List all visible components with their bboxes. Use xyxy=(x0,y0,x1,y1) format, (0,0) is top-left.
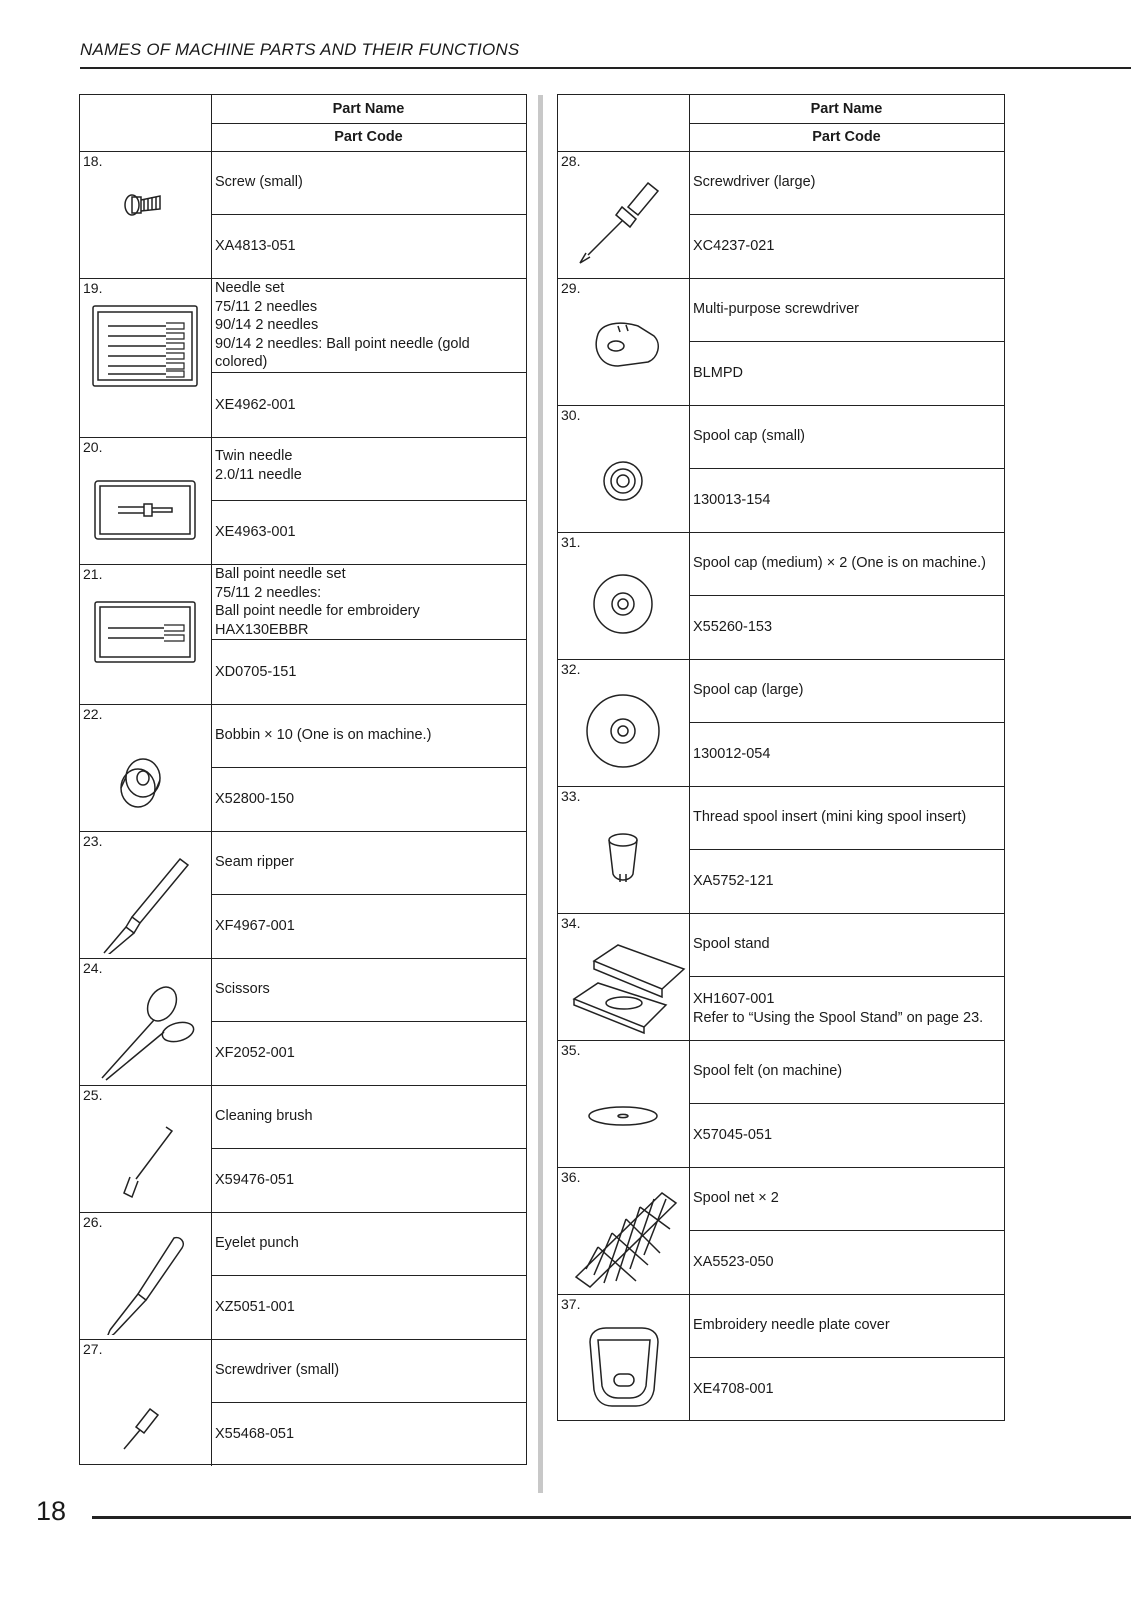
part-name: Twin needle 2.0/11 needle xyxy=(211,437,526,501)
part-code: BLMPD xyxy=(693,365,743,382)
item-number: 29. xyxy=(561,280,581,296)
item-number: 25. xyxy=(83,1087,103,1103)
part-name: Embroidery needle plate cover xyxy=(689,1294,1004,1358)
table-row xyxy=(80,1212,526,1340)
item-number: 23. xyxy=(83,833,103,849)
part-name: Spool stand xyxy=(689,913,1004,977)
item-number: 24. xyxy=(83,960,103,976)
item-number: 30. xyxy=(561,407,581,423)
item-number: 28. xyxy=(561,153,581,169)
item-number: 34. xyxy=(561,915,581,931)
part-name-header: Part Name xyxy=(689,95,1004,124)
table-row xyxy=(558,532,1004,660)
spool-stand-icon xyxy=(558,931,689,1036)
part-name: Spool felt (on machine) xyxy=(689,1040,1004,1104)
part-name: Eyelet punch xyxy=(211,1212,526,1276)
part-code: X57045-051 xyxy=(693,1127,773,1144)
item-number: 20. xyxy=(83,439,103,455)
part-code: XE4962-001 xyxy=(215,396,296,413)
embroidery-needle-plate-cover-icon xyxy=(558,1312,689,1417)
part-name: Seam ripper xyxy=(211,831,526,895)
bobbin-icon xyxy=(80,722,211,827)
part-code: 130013-154 xyxy=(693,492,771,509)
item-number: 35. xyxy=(561,1042,581,1058)
spool-net-icon xyxy=(558,1185,689,1290)
spool-cap-large-icon xyxy=(558,677,689,782)
part-name: Multi-purpose screwdriver xyxy=(689,278,1004,342)
part-name: Ball point needle set 75/11 2 needles: Ball point needle for embroidery HAX130EBBR xyxy=(211,564,526,640)
part-name: Bobbin × 10 (One is on machine.) xyxy=(211,704,526,768)
part-code: X59476-051 xyxy=(215,1172,295,1189)
cleaning-brush-icon xyxy=(80,1103,211,1208)
header-rule xyxy=(80,67,1131,69)
table-row xyxy=(558,1167,1004,1295)
multi-purpose-screwdriver-icon xyxy=(558,296,689,401)
part-code-header: Part Code xyxy=(812,129,881,145)
column-divider xyxy=(538,95,543,1493)
item-number: 22. xyxy=(83,706,103,722)
table-row xyxy=(558,913,1004,1041)
part-code: XD0705-151 xyxy=(215,663,297,680)
table-header xyxy=(558,95,1004,152)
part-code: XH1607-001 Refer to “Using the Spool Stand” on page 23. xyxy=(693,991,984,1026)
table-row xyxy=(80,437,526,565)
item-number: 33. xyxy=(561,788,581,804)
item-number: 21. xyxy=(83,566,103,582)
part-name: Spool cap (small) xyxy=(689,405,1004,469)
item-number: 18. xyxy=(83,153,103,169)
part-code: XA5523-050 xyxy=(693,1254,774,1271)
parts-table-left xyxy=(79,94,527,1465)
part-code-header: Part Code xyxy=(334,129,403,145)
part-code: XA4813-051 xyxy=(215,238,296,255)
part-code: X55468-051 xyxy=(215,1426,295,1443)
item-number: 32. xyxy=(561,661,581,677)
table-row xyxy=(80,958,526,1086)
part-code: XF2052-001 xyxy=(215,1045,295,1062)
table-header xyxy=(80,95,526,152)
table-row xyxy=(558,1294,1004,1421)
table-row xyxy=(80,831,526,959)
item-number: 31. xyxy=(561,534,581,550)
spool-felt-icon xyxy=(558,1058,689,1163)
part-code: X55260-153 xyxy=(693,619,773,636)
page-header-title: NAMES OF MACHINE PARTS AND THEIR FUNCTIONS xyxy=(80,40,520,59)
part-code: XZ5051-001 xyxy=(215,1299,295,1316)
table-row xyxy=(558,278,1004,406)
eyelet-punch-icon xyxy=(80,1230,211,1335)
footer-rule xyxy=(92,1516,1131,1519)
spool-cap-medium-icon xyxy=(558,550,689,655)
part-name: Spool cap (large) xyxy=(689,659,1004,723)
item-number: 19. xyxy=(83,280,103,296)
part-name-header: Part Name xyxy=(211,95,526,124)
seam-ripper-icon xyxy=(80,849,211,954)
part-name: Needle set 75/11 2 needles 90/14 2 needles 90/14 2 needles: Ball point needle (gold colored) xyxy=(211,278,526,373)
table-row xyxy=(80,1085,526,1213)
part-code: XF4967-001 xyxy=(215,918,295,935)
part-code: XC4237-021 xyxy=(693,238,775,255)
part-code: XA5752-121 xyxy=(693,873,774,890)
table-row xyxy=(80,278,526,438)
part-name: Spool net × 2 xyxy=(689,1167,1004,1231)
scissors-icon xyxy=(80,976,211,1081)
table-row xyxy=(80,1339,526,1466)
table-row xyxy=(80,151,526,279)
part-name: Screwdriver (large) xyxy=(689,151,1004,215)
part-code: X52800-150 xyxy=(215,791,295,808)
item-number: 26. xyxy=(83,1214,103,1230)
item-number: 36. xyxy=(561,1169,581,1185)
part-name: Spool cap (medium) × 2 (One is on machine.) xyxy=(689,532,1004,596)
spool-cap-small-icon xyxy=(558,423,689,528)
table-row xyxy=(558,151,1004,279)
ball-point-needle-set-icon xyxy=(80,582,211,700)
part-name: Thread spool insert (mini king spool insert) xyxy=(689,786,1004,850)
table-row xyxy=(80,564,526,705)
table-row xyxy=(558,405,1004,533)
part-name: Screw (small) xyxy=(211,151,526,215)
screw-small-icon xyxy=(80,169,211,274)
table-row xyxy=(558,1040,1004,1168)
item-number: 37. xyxy=(561,1296,581,1312)
part-code: XE4708-001 xyxy=(693,1381,774,1398)
table-row xyxy=(80,704,526,832)
parts-table-right xyxy=(557,94,1005,1421)
part-name: Cleaning brush xyxy=(211,1085,526,1149)
table-row xyxy=(558,659,1004,787)
screwdriver-small-icon xyxy=(80,1357,211,1462)
part-code: XE4963-001 xyxy=(215,524,296,541)
table-row xyxy=(558,786,1004,914)
screwdriver-large-icon xyxy=(558,169,689,274)
item-number: 27. xyxy=(83,1341,103,1357)
part-name: Scissors xyxy=(211,958,526,1022)
twin-needle-icon xyxy=(80,455,211,560)
needle-set-icon xyxy=(80,296,211,433)
part-name: Screwdriver (small) xyxy=(211,1339,526,1403)
thread-spool-insert-icon xyxy=(558,804,689,909)
page-number: 18 xyxy=(36,1496,67,1526)
part-code: 130012-054 xyxy=(693,746,771,763)
